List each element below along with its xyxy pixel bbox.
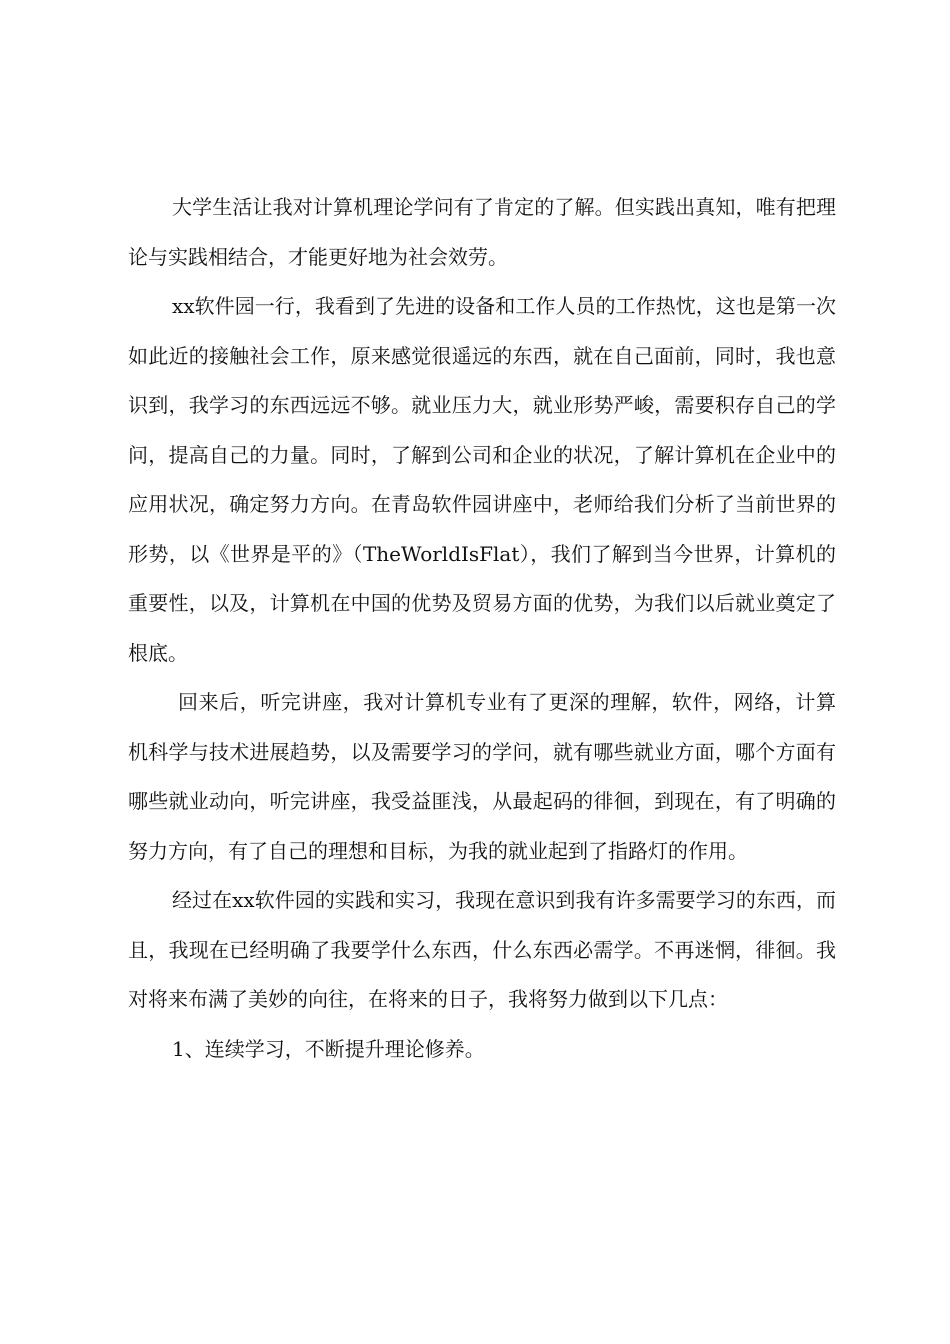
paragraph-2: xx软件园一行，我看到了先进的设备和工作人员的工作热忱，这也是第一次如此近的接触社会工作，原来感觉很遥远的东西，就在自己面前，同时，我也意识到，我学习的东西远远不够。就业压力大，就业形势严峻，需要积存自己的学问，提高自己的力量。同时，了解到公司和企业的状况，了解计算机在企业中的应用状况，确定努力方向。在青岛软件园讲座中，老师给我们分析了当前世界的形势，以《世界是平的》（TheWorldIsFlat），我们了解到当今世界，计算机的重要性，以及，计算机在中国的优势及贸易方面的优势，为我们以后就业奠定了根底。	[128, 294, 836, 665]
paragraph-1: 大学生活让我对计算机理论学问有了肯定的了解。但实践出真知，唯有把理论与实践相结合，才能更好地为社会效劳。	[128, 195, 836, 269]
paragraph-4: 经过在xx软件园的实践和实习，我现在意识到我有许多需要学习的东西，而且，我现在已经明确了我要学什么东西，什么东西必需学。不再迷惘，徘徊。我对将来布满了美妙的向往，在将来的日子，我将努力做到以下几点：	[128, 888, 836, 1011]
document-body	[128, 183, 836, 1074]
paragraph-3: 回来后，听完讲座，我对计算机专业有了更深的理解，软件，网络，计算机科学与技术进展趋势，以及需要学习的学问，就有哪些就业方面，哪个方面有哪些就业动向，听完讲座，我受益匪浅，从最起码的徘徊，到现在，有了明确的努力方向，有了自己的理想和目标，为我的就业起到了指路灯的作用。	[128, 690, 836, 863]
list-item-1: 1、连续学习，不断提升理论修养。	[172, 1036, 485, 1061]
